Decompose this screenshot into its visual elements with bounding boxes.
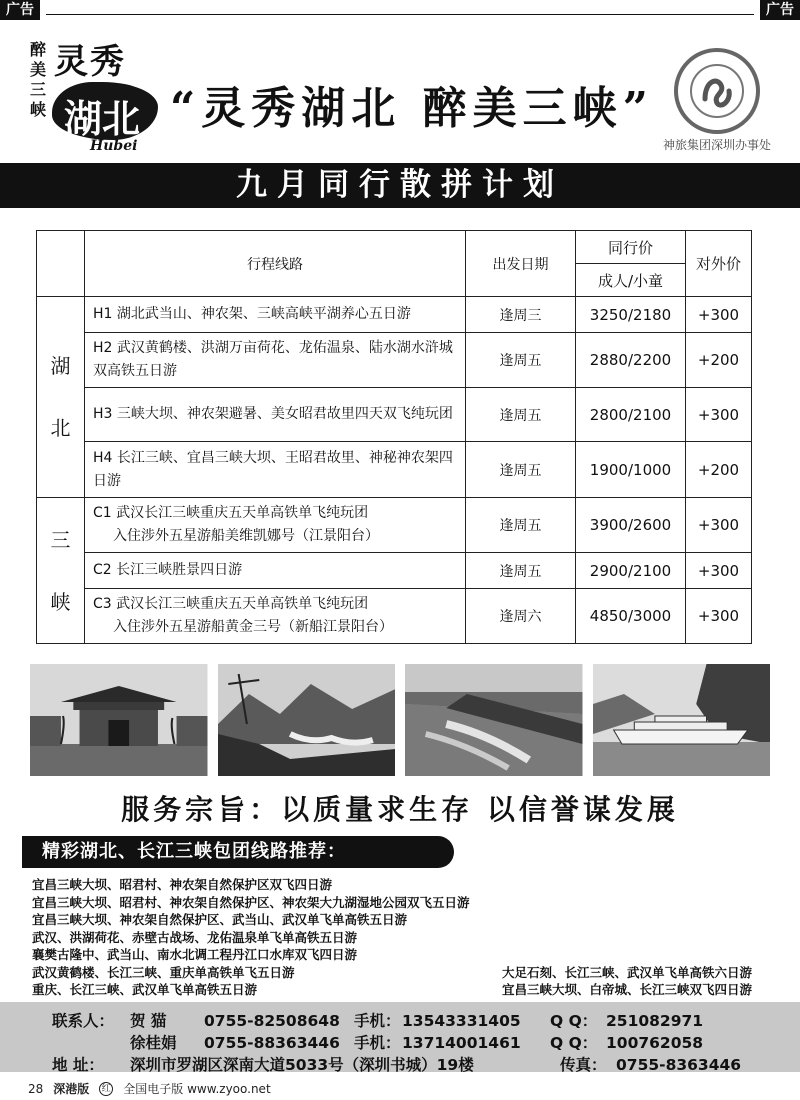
recommend-line: 重庆、长江三峡、武汉单飞单高铁五日游 (32, 982, 258, 997)
recommend-line-right: 大足石刻、长江三峡、武汉单飞单高铁六日游 (501, 964, 752, 980)
page-title: 九月同行散拼计划 (236, 167, 564, 203)
route-h2: H2 武汉黄鹤楼、洪湖万亩荷花、龙佑温泉、陆水湖水浒城双高铁五日游 (85, 333, 466, 388)
region-hubei-top: 湖 (50, 354, 71, 378)
page-number: 28 (28, 1081, 44, 1096)
top-rule (46, 14, 754, 15)
contact-qq-2: 100762058 (606, 1034, 704, 1052)
contact-person-2: 徐桂娟 (130, 1034, 177, 1052)
recommend-line-right: 宜昌三峡大坝、白帝城、长江三峡双飞四日游 (501, 982, 752, 997)
list-item (32, 894, 752, 912)
contact-row-1 (0, 1010, 800, 1032)
recommend-line: 宜昌三峡大坝、昭君村、神农架自然保护区双飞四日游 (32, 877, 333, 892)
ext-c2: +300 (686, 553, 752, 589)
route-c3-line1: C3 武汉长江三峡重庆五天单高铁单飞纯玩团 (93, 596, 369, 612)
contact-qq-1: 251082971 (606, 1012, 704, 1030)
contact-label: 联系人： (52, 1012, 115, 1030)
qq-label-1: Q Q： (550, 1012, 598, 1030)
table-row (37, 553, 752, 589)
contact-mobile-2: 13714001461 (402, 1034, 521, 1052)
itinerary-table (36, 230, 752, 644)
route-h4: H4 长江三峡、宜昌三峡大坝、王昭君故里、神秘神农架四日游 (85, 442, 466, 498)
edition-badge-icon: 红 (99, 1082, 113, 1096)
region-hubei (37, 297, 85, 498)
hubei-logo (30, 30, 165, 155)
ad-tag-left: 广告 (0, 0, 40, 20)
ext-h3: +300 (686, 388, 752, 442)
photo-strip (30, 664, 770, 776)
header-empty-cell (37, 231, 85, 297)
photo-temple (30, 664, 208, 776)
edition-label: 深港版 (53, 1082, 90, 1096)
ext-h4: +200 (686, 442, 752, 498)
seal-caption: 神旅集团深圳办事处 (662, 138, 771, 152)
address-label: 地 址： (52, 1056, 104, 1074)
price-c1: 3900/2600 (576, 498, 686, 553)
mobile-label-1: 手机： (354, 1012, 401, 1030)
fax-label: 传真： (560, 1056, 607, 1074)
date-c1: 逢周五 (466, 498, 576, 553)
date-h1: 逢周三 (466, 297, 576, 333)
header-route: 行程线路 (85, 231, 466, 297)
recommend-line: 武汉、洪湖荷花、赤壁古战场、龙佑温泉单飞单高铁五日游 (32, 929, 358, 945)
address-value: 深圳市罗湖区深南大道5033号（深圳书城）19楼 (130, 1056, 474, 1074)
region-hubei-bottom: 北 (50, 416, 71, 440)
digital-edition-link[interactable]: 全国电子版 www.zyoo.net (123, 1082, 271, 1096)
recommend-line: 宜昌三峡大坝、神农架自然保护区、武当山、武汉单飞单高铁五日游 (32, 912, 408, 927)
slogan: “灵秀湖北 醉美三峡” (170, 83, 654, 134)
logo-big-text: 灵秀 (54, 42, 126, 82)
price-c3: 4850/3000 (576, 589, 686, 644)
ext-c1: +300 (686, 498, 752, 553)
route-c1-line2: 入住涉外五星游船美维凯娜号（江景阳台） (113, 528, 379, 544)
list-item (32, 929, 752, 947)
recommend-list (32, 876, 752, 999)
contact-row-3 (0, 1054, 800, 1076)
table-row (37, 333, 752, 388)
photo-dam (405, 664, 583, 776)
contact-mobile-1: 13543331405 (402, 1012, 521, 1030)
table-row (37, 498, 752, 553)
header-trade-price: 同行价 (576, 231, 686, 264)
contact-tel-2: 0755-88363446 (204, 1034, 340, 1052)
list-item (32, 981, 752, 999)
shennongjia-seal-icon (674, 48, 760, 134)
table-row (37, 442, 752, 498)
date-c2: 逢周五 (466, 553, 576, 589)
recommend-line: 武汉黄鹤楼、长江三峡、重庆单高铁单飞五日游 (32, 964, 295, 980)
header-trade-sub: 成人/小童 (576, 264, 686, 297)
temple-image (30, 664, 208, 776)
table-header-row (37, 231, 752, 264)
region-sanxia (37, 498, 85, 644)
table-row (37, 297, 752, 333)
header-date: 出发日期 (466, 231, 576, 297)
seal-glyph-icon (687, 61, 747, 121)
region-sanxia-bottom: 峡 (50, 589, 71, 614)
logo-blob-text: 湖北 (64, 96, 141, 141)
contact-person-1: 贺 猫 (130, 1012, 167, 1030)
price-h2: 2880/2200 (576, 333, 686, 388)
route-c2: C2 长江三峡胜景四日游 (85, 553, 466, 589)
header-external-price: 对外价 (686, 231, 752, 297)
contact-panel (0, 1002, 800, 1072)
ext-h2: +200 (686, 333, 752, 388)
list-item (32, 911, 752, 929)
dam-image (405, 664, 583, 776)
route-c1-line1: C1 武汉长江三峡重庆五天单高铁单飞纯玩团 (93, 505, 369, 521)
recommend-title: 精彩湖北、长江三峡包团线路推荐： (22, 836, 454, 868)
cruise-image (593, 664, 771, 776)
date-h3: 逢周五 (466, 388, 576, 442)
price-h1: 3250/2180 (576, 297, 686, 333)
region-sanxia-top: 三 (50, 527, 71, 552)
route-c1 (85, 498, 466, 553)
price-c2: 2900/2100 (576, 553, 686, 589)
ad-tag-right: 广告 (760, 0, 800, 20)
route-h3: H3 三峡大坝、神农架避暑、美女昭君故里四天双飞纯玩团 (85, 388, 466, 442)
fax-value: 0755-8363446 (616, 1056, 742, 1074)
recommend-line: 宜昌三峡大坝、昭君村、神农架自然保护区、神农架大九湖湿地公园双飞五日游 (32, 894, 470, 910)
list-item (32, 876, 752, 894)
table-row (37, 388, 752, 442)
table-row (37, 589, 752, 644)
page-footer (28, 1080, 271, 1097)
price-h3: 2800/2100 (576, 388, 686, 442)
date-c3: 逢周六 (466, 589, 576, 644)
photo-mountain-river (218, 664, 396, 776)
mountain-image (218, 664, 396, 776)
date-h2: 逢周五 (466, 333, 576, 388)
logo-english: Hubei (90, 138, 138, 154)
price-h4: 1900/1000 (576, 442, 686, 498)
route-c3-line2: 入住涉外五星游船黄金三号（新船江景阳台） (113, 619, 393, 635)
route-c3 (85, 589, 466, 644)
recommend-line: 襄樊古隆中、武当山、南水北调工程丹江口水库双飞四日游 (32, 947, 358, 962)
date-h4: 逢周五 (466, 442, 576, 498)
ext-h1: +300 (686, 297, 752, 333)
contact-row-2 (0, 1032, 800, 1054)
mobile-label-2: 手机： (354, 1034, 401, 1052)
list-item (32, 946, 752, 964)
route-h1: H1 湖北武当山、神农架、三峡高峡平湖养心五日游 (85, 297, 466, 333)
title-bar (0, 163, 800, 208)
ext-c3: +300 (686, 589, 752, 644)
logo-small-text: 醉美三峡 (30, 40, 47, 119)
contact-tel-1: 0755-82508648 (204, 1012, 340, 1030)
photo-cruise-ship (593, 664, 771, 776)
list-item (32, 964, 752, 982)
qq-label-2: Q Q： (550, 1034, 598, 1052)
service-motto: 服务宗旨：以质量求生存 以信誉谋发展 (121, 793, 679, 826)
